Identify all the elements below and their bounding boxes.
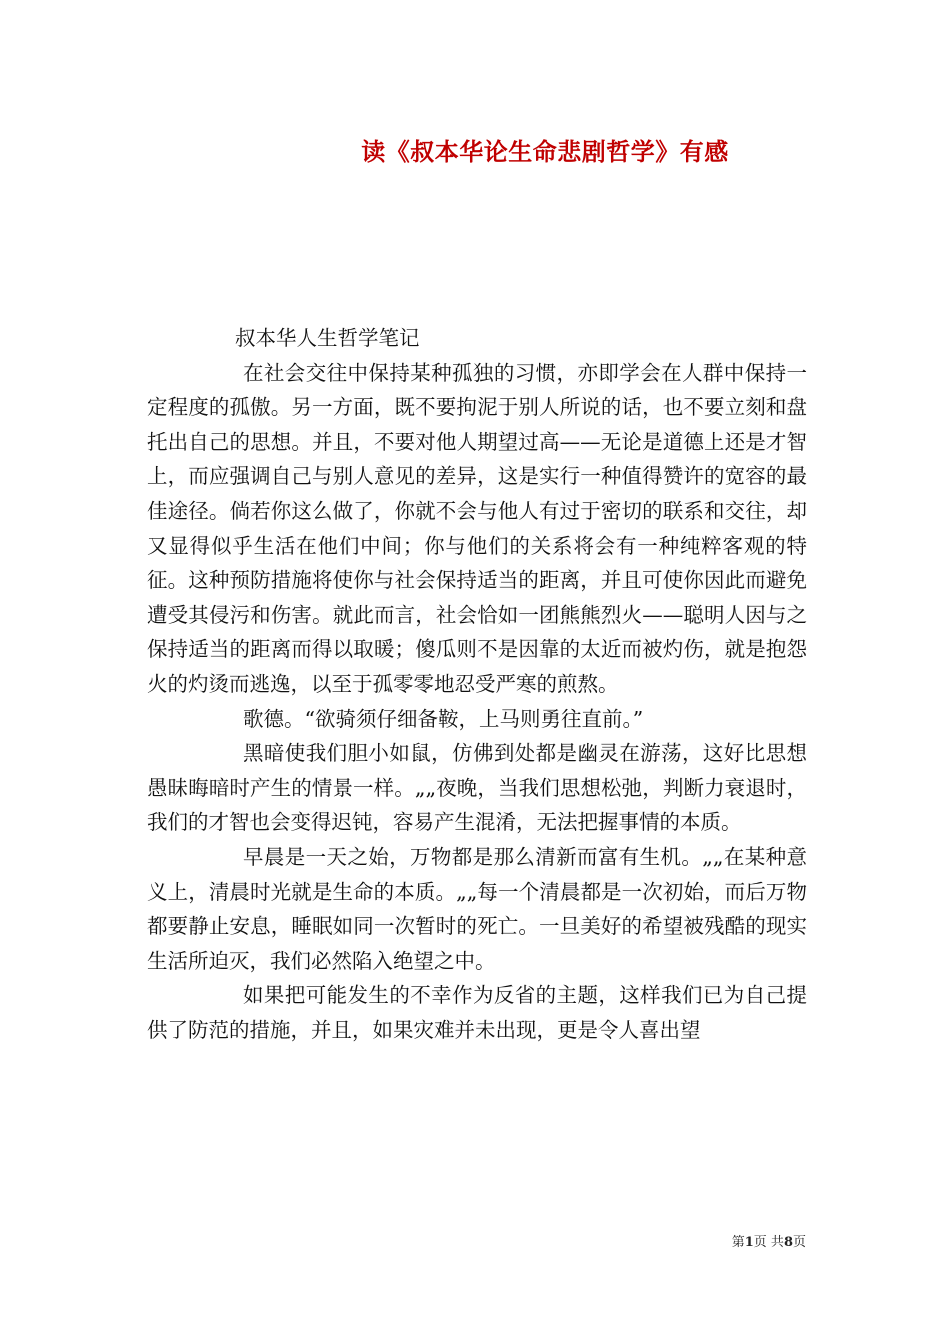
paragraph-2: 歌德。“欲骑须仔细备鞍，上马则勇往直前。”	[243, 706, 644, 731]
paragraph-5: 如果把可能发生的不幸作为反省的主题，这样我们已为自己提供了防范的措施，并且，如果灾难并未出现，更是令人喜出望	[147, 983, 807, 1042]
paragraph-1: 在社会交往中保持某种孤独的习惯，亦即学会在人群中保持一定程度的孤傲。另一方面，既不要拘泥于别人所说的话，也不要立刻和盘托出自己的思想。并且，不要对他人期望过高——无论是道德上还是才智上，而应强调自己与别人意见的差异，这是实行一种值得赞许的宽容的最佳途径。倘若你这么做了，你就不会与他人有过于密切的联系和交往，却又显得似乎生活在他们中间；你与他们的关系将会有一种纯粹客观的特征。这种预防措施将使你与社会保持适当的距离，并且可使你因此而避免遭受其侵污和伤害。就此而言，社会恰如一团熊熊烈火——聪明人因与之保持适当的距离而得以取暖；傻瓜则不是因靠的太近而被灼伤，就是抱怨火的灼烫而逃逸，以至于孤零零地忍受严寒的煎熬。	[147, 360, 807, 696]
footer-middle: 页 共	[753, 1235, 784, 1250]
paragraph-4: 早晨是一天之始，万物都是那么清新而富有生机。„„在某种意义上，清晨时光就是生命的本质。„„每一个清晨都是一次初始，而后万物都要静止安息，睡眠如同一次暂时的死亡。一旦美好的希望被残酷的现实生活所迫灭，我们必然陷入绝望之中。	[147, 844, 807, 973]
footer-prefix: 第	[731, 1235, 745, 1250]
section-subheading: 叔本华人生哲学笔记	[235, 326, 420, 350]
footer-suffix: 页	[792, 1235, 806, 1250]
footer-current-page: 1	[744, 1235, 754, 1250]
footer-total-pages: 8	[783, 1235, 793, 1250]
page-title: 读《叔本华论生命悲剧哲学》有感	[361, 137, 729, 166]
document-body	[147, 321, 807, 1047]
paragraph-3: 黑暗使我们胆小如鼠，仿佛到处都是幽灵在游荡，这好比思想愚昧晦暗时产生的情景一样。„„夜晚，当我们思想松弛，判断力衰退时，我们的才智也会变得迟钝，容易产生混淆，无法把握事情的本质。	[147, 741, 807, 835]
page-footer	[732, 1231, 806, 1250]
